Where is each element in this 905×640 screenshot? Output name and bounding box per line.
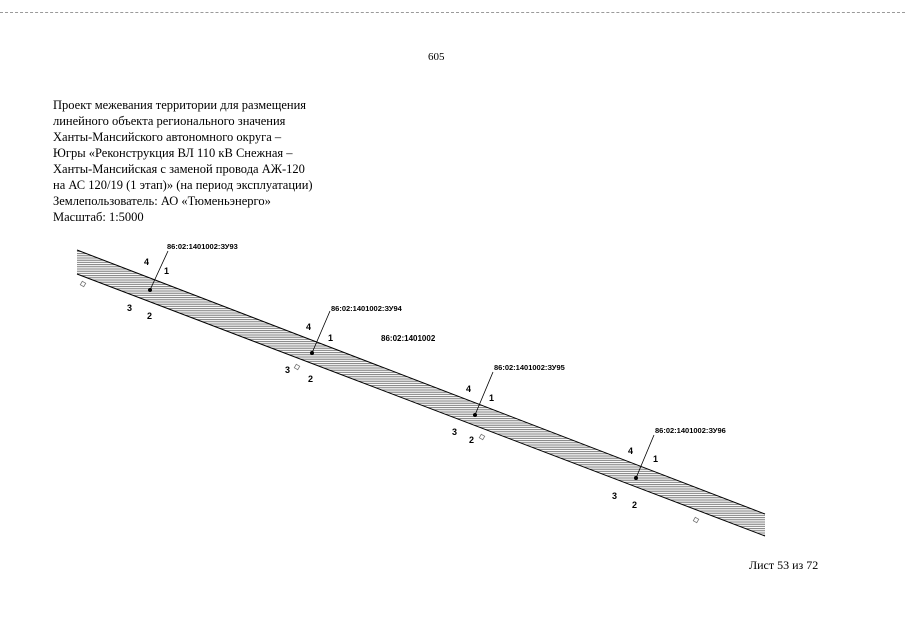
boundary-point-label: 4 [306, 322, 312, 332]
boundary-point-label: 4 [144, 257, 150, 267]
boundary-point-label: 2 [308, 374, 314, 384]
title-line: на АС 120/19 (1 этап)» (на период эксплуатации) [53, 178, 313, 192]
boundary-point-label: 3 [127, 303, 133, 313]
boundary-point-label: 2 [469, 435, 475, 445]
boundary-point-label: 3 [452, 427, 458, 437]
scale-line: Масштаб: 1:5000 [53, 210, 144, 224]
title-line: Ханты-Мансийская с заменой провода АЖ-120 [53, 162, 305, 176]
plot-centroid-marker [310, 351, 314, 355]
plot-id-label: 86:02:1401002:ЗУ93 [167, 242, 238, 251]
plot-id-label: 86:02:1401002:ЗУ96 [655, 426, 726, 435]
plot-centroid-marker [634, 476, 638, 480]
boundary-point-label: 3 [612, 491, 618, 501]
right-of-way-strip [77, 250, 765, 536]
title-line: Ханты-Мансийского автономного округа – [53, 130, 282, 144]
plot-id-label: 86:02:1401002:ЗУ94 [331, 304, 402, 313]
strip-upper-edge [77, 250, 765, 514]
sheet-number: Лист 53 из 72 [749, 558, 819, 572]
strip-fill [77, 250, 765, 536]
boundary-point-label: 1 [328, 333, 334, 343]
plot-centroid-marker [473, 413, 477, 417]
boundary-point-label: 2 [632, 500, 638, 510]
boundary-point-label: 1 [489, 393, 495, 403]
boundary-point-label: 1 [653, 454, 659, 464]
support-marker [479, 434, 484, 439]
title-line: Югры «Реконструкция ВЛ 110 кВ Снежная – [53, 146, 293, 160]
support-marker [80, 281, 85, 286]
support-marker [693, 517, 698, 522]
cadastral-quarter-label: 86:02:1401002 [381, 334, 436, 343]
support-marker [294, 364, 299, 369]
support-markers [80, 281, 698, 522]
plot-id-label: 86:02:1401002:ЗУ95 [494, 363, 565, 372]
strip-lower-edge [77, 274, 765, 536]
boundary-point-label: 2 [147, 311, 153, 321]
boundary-point-label: 1 [164, 266, 170, 276]
boundary-point-label: 4 [466, 384, 472, 394]
page-number: 605 [428, 51, 445, 63]
plot-centroid-marker [148, 288, 152, 292]
land-user-line: Землепользователь: АО «Тюменьэнерго» [53, 194, 271, 208]
boundary-point-label: 4 [628, 446, 634, 456]
title-line: линейного объекта регионального значения [53, 114, 286, 128]
boundary-point-label: 3 [285, 365, 291, 375]
title-line: Проект межевания территории для размещения [53, 98, 307, 112]
